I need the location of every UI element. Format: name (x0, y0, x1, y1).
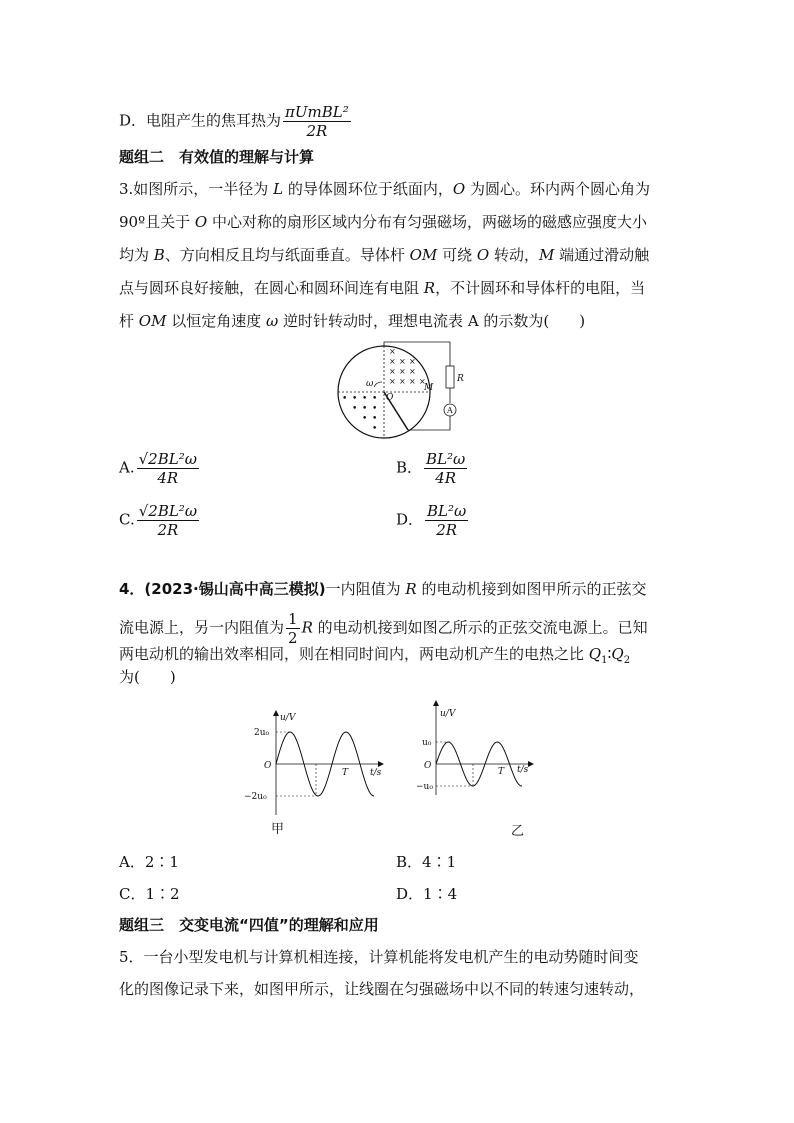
svg-text:×: × (419, 377, 426, 386)
svg-text:•: • (362, 404, 368, 414)
q4-line4: 为( ) (119, 668, 176, 686)
svg-text:•: • (342, 394, 348, 404)
omega-label: ω (366, 379, 374, 389)
svg-text:−u₀: −u₀ (416, 782, 433, 792)
joule-heat-fraction: $\frac{\text{πUmBL²}}{2R}$ (285, 103, 349, 140)
m-label: M (424, 383, 434, 393)
magnetic-field-dots (342, 394, 377, 434)
q3-line1: 3.如图所示，一半径为 L 的导体圆环位于纸面内，O 为圆心。环内两个圆心角为 (119, 180, 650, 198)
group3-heading: 题组三 交变电流“四值”的理解和应用 (119, 916, 379, 934)
q5-line1: 5．一台小型发电机与计算机相连接，计算机能将发电机产生的电动势随时间变 (119, 948, 639, 966)
q4-line2: 流电源上，另一内阻值为 $\frac{1}{2}$ R 的电动机接到如图乙所示的正弦交流电源上。已知 (119, 610, 648, 647)
svg-text:t/s: t/s (370, 768, 382, 778)
circuit-figure (334, 340, 484, 440)
q4-option-a[interactable]: A．2∶1 (119, 853, 179, 871)
ammeter-label: A (447, 406, 453, 415)
q3-line2: 90º且关于 O 中心对称的扇形区域内分布有匀强磁场，两磁场的磁感应强度大小 (119, 213, 648, 231)
q4-option-b[interactable]: B．4∶1 (396, 853, 457, 871)
svg-text:×: × (399, 357, 406, 366)
svg-text:T: T (498, 767, 505, 777)
q3-line4: 点与圆环良好接触，在圆心和圆环间连有电阻 R，不计圆环和导体杆的电阻，当 (119, 279, 646, 297)
wire-bottom (408, 416, 450, 430)
svg-text:•: • (372, 424, 378, 434)
svg-text:O: O (424, 761, 432, 771)
resistor-label: R (457, 374, 464, 384)
svg-text:•: • (372, 404, 378, 414)
q4-option-c[interactable]: C．1∶2 (119, 885, 180, 903)
svg-text:t/s: t/s (517, 765, 529, 775)
q3-option-c[interactable]: C. $\frac{\text{√2BL²ω}}{2R}$ (119, 502, 198, 539)
svg-text:×: × (399, 377, 406, 386)
group2-heading: 题组二 有效值的理解与计算 (119, 148, 315, 166)
svg-text:2u₀: 2u₀ (254, 728, 270, 738)
svg-text:•: • (362, 414, 368, 424)
svg-text:×: × (389, 377, 396, 386)
svg-text:×: × (409, 377, 416, 386)
prev-option-d: D．电阻产生的焦耳热为 $\frac{\text{πUmBL²}}{2R}$ (119, 103, 349, 140)
graph-jia (240, 710, 390, 840)
q5-line2: 化的图像记录下来，如图甲所示，让线圈在匀强磁场中以不同的转速匀速转动， (119, 980, 645, 998)
q3-option-a[interactable]: A. $\frac{\text{√2BL²ω}}{4R}$ (119, 450, 197, 487)
caption-jia: 甲 (271, 822, 285, 837)
q3-line5: 杆 OM 以恒定角速度 ω 逆时针转动时，理想电流表 A 的示数为( ) (119, 312, 586, 330)
q4-option-d[interactable]: D．1∶4 (396, 885, 458, 903)
svg-text:×: × (389, 367, 396, 376)
svg-text:u₀: u₀ (422, 738, 432, 748)
svg-text:•: • (372, 394, 378, 404)
svg-text:O: O (264, 761, 272, 771)
graph-yi (410, 700, 560, 840)
svg-text:u/V: u/V (440, 709, 456, 719)
svg-text:•: • (352, 404, 358, 414)
svg-text:×: × (389, 347, 396, 356)
svg-text:−2u₀: −2u₀ (244, 792, 267, 802)
svg-text:•: • (362, 394, 368, 404)
svg-text:×: × (389, 357, 396, 366)
svg-text:•: • (372, 414, 378, 424)
svg-text:T: T (342, 768, 349, 778)
center-o-label: O (386, 393, 394, 403)
q3-line3: 均为 B、方向相反且均与纸面垂直。导体杆 OM 可绕 O 转动，M 端通过滑动触 (119, 246, 650, 264)
q3-option-b[interactable]: B． $\frac{\text{BL²ω}}{4R}$ (396, 450, 466, 487)
q4-line3: 两电动机的输出效率相同，则在相同时间内，两电动机产生的电热之比 $Q_1∶Q_2$ (119, 645, 631, 666)
q4-line1: 4．(2023·锡山高中高三模拟)一内阻值为 R 的电动机接到如图甲所示的正弦交 (119, 580, 647, 598)
caption-yi: 乙 (511, 824, 525, 839)
svg-text:•: • (352, 394, 358, 404)
svg-text:u/V: u/V (280, 713, 296, 723)
svg-text:×: × (409, 367, 416, 376)
resistor-r (446, 366, 454, 388)
q3-option-d[interactable]: D． $\frac{\text{BL²ω}}{2R}$ (396, 502, 467, 539)
svg-text:×: × (399, 367, 406, 376)
svg-text:×: × (409, 357, 416, 366)
